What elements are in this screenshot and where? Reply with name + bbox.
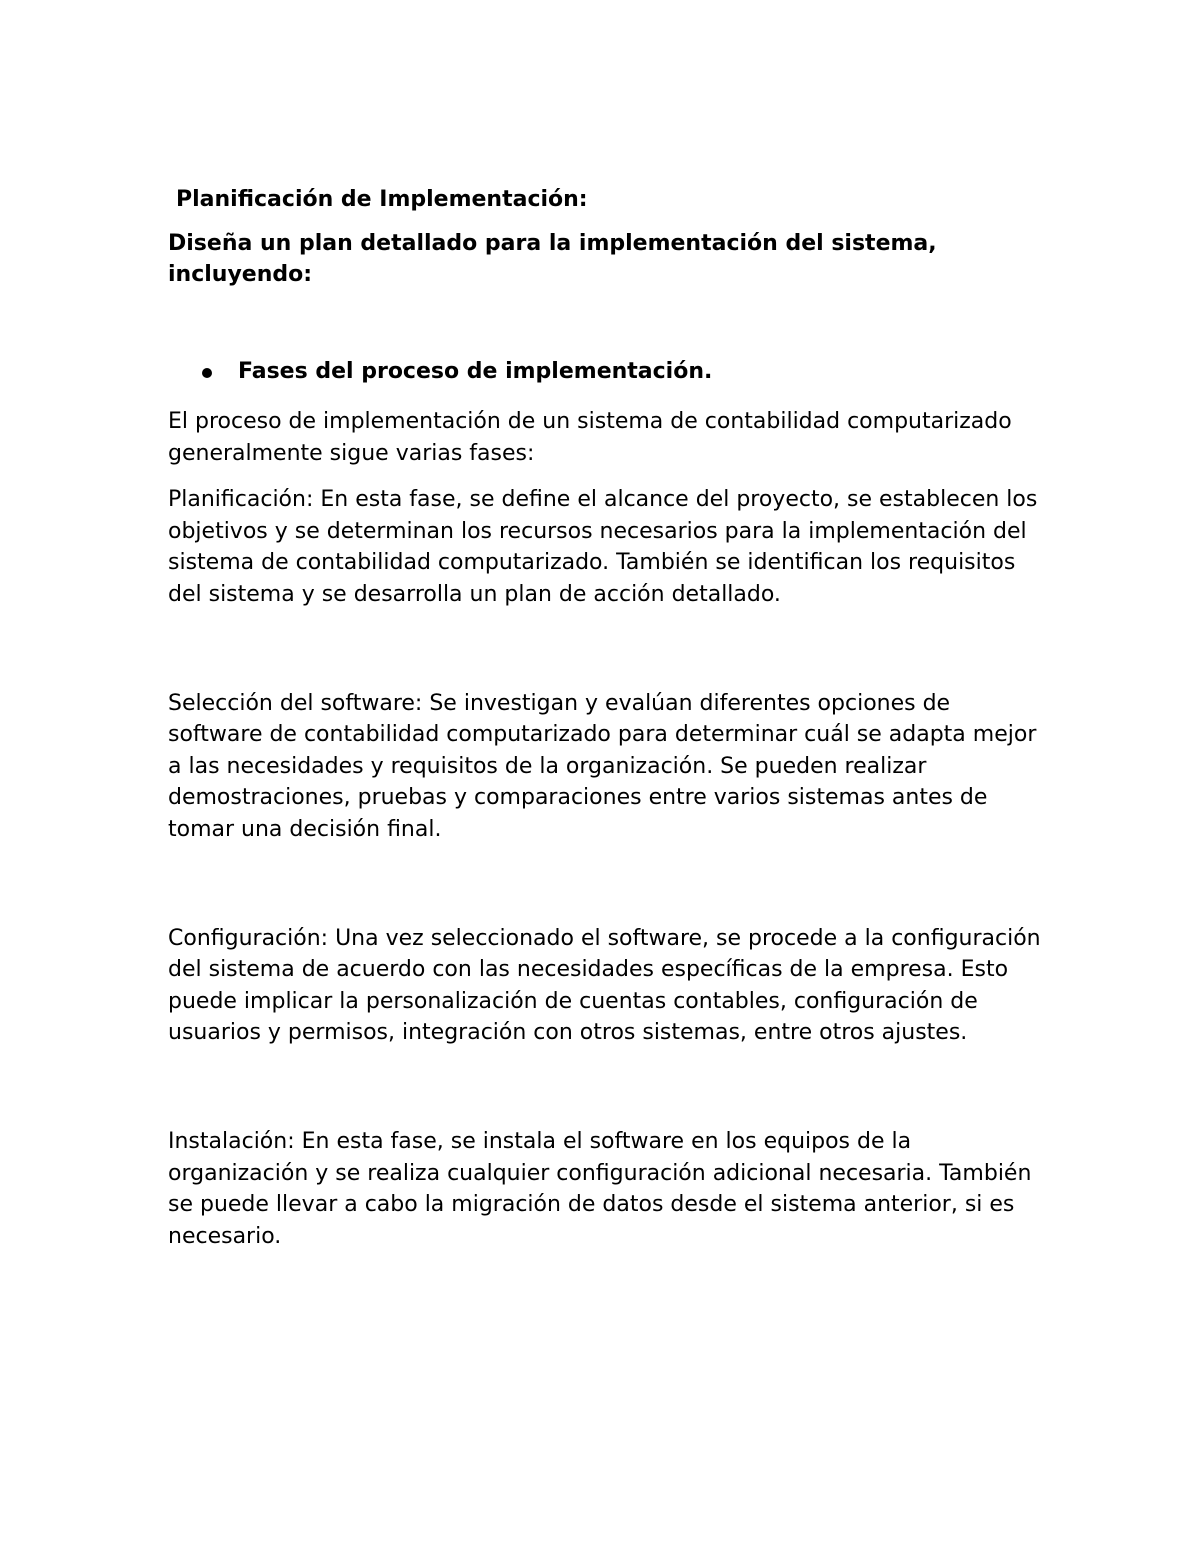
bullet-item <box>168 356 1048 387</box>
document-body <box>168 184 1048 1252</box>
paragraph-planificacion: Planificación: En esta fase, se define el alcance del proyecto, se establecen los objetivos y se determinan los recursos necesarios para la implementación del sistema de contabilidad computarizado. También se identifican los requisitos del sistema y se desarrolla un plan de acción detallado. <box>168 487 1038 607</box>
document-subheading: Diseña un plan detallado para la implementación del sistema, incluyendo: <box>168 231 937 287</box>
paragraph-instalacion: Instalación: En esta fase, se instala el software en los equipos de la organización y se realiza cualquier configuración adicional necesaria. También se puede llevar a cabo la migración de datos desde el sistema anterior, si es necesario. <box>168 1128 1032 1249</box>
paragraph-configuracion: Configuración: Una vez seleccionado el software, se procede a la configuración del sistema de acuerdo con las necesidades específicas de la empresa. Esto puede implicar la personalización de cuentas contables, configuración de usuarios y permisos, integración con otros sistemas, entre otros ajustes. <box>168 925 1041 1046</box>
document-heading: Planificación de Implementación: <box>176 187 588 212</box>
bullet-dot-icon <box>202 368 212 378</box>
paragraph-intro: El proceso de implementación de un sistema de contabilidad computarizado generalmente sigue varias fases: <box>168 409 1012 466</box>
bullet-list <box>168 356 1048 387</box>
paragraph-seleccion-software: Selección del software: Se investigan y evalúan diferentes opciones de software de contabilidad computarizado para determinar cuál se adapta mejor a las necesidades y requisitos de la organización. Se pueden realizar demostraciones, pruebas y comparaciones entre varios sistemas antes de tomar una decisión final. <box>168 690 1037 842</box>
bullet-item-text: Fases del proceso de implementación. <box>238 359 713 384</box>
